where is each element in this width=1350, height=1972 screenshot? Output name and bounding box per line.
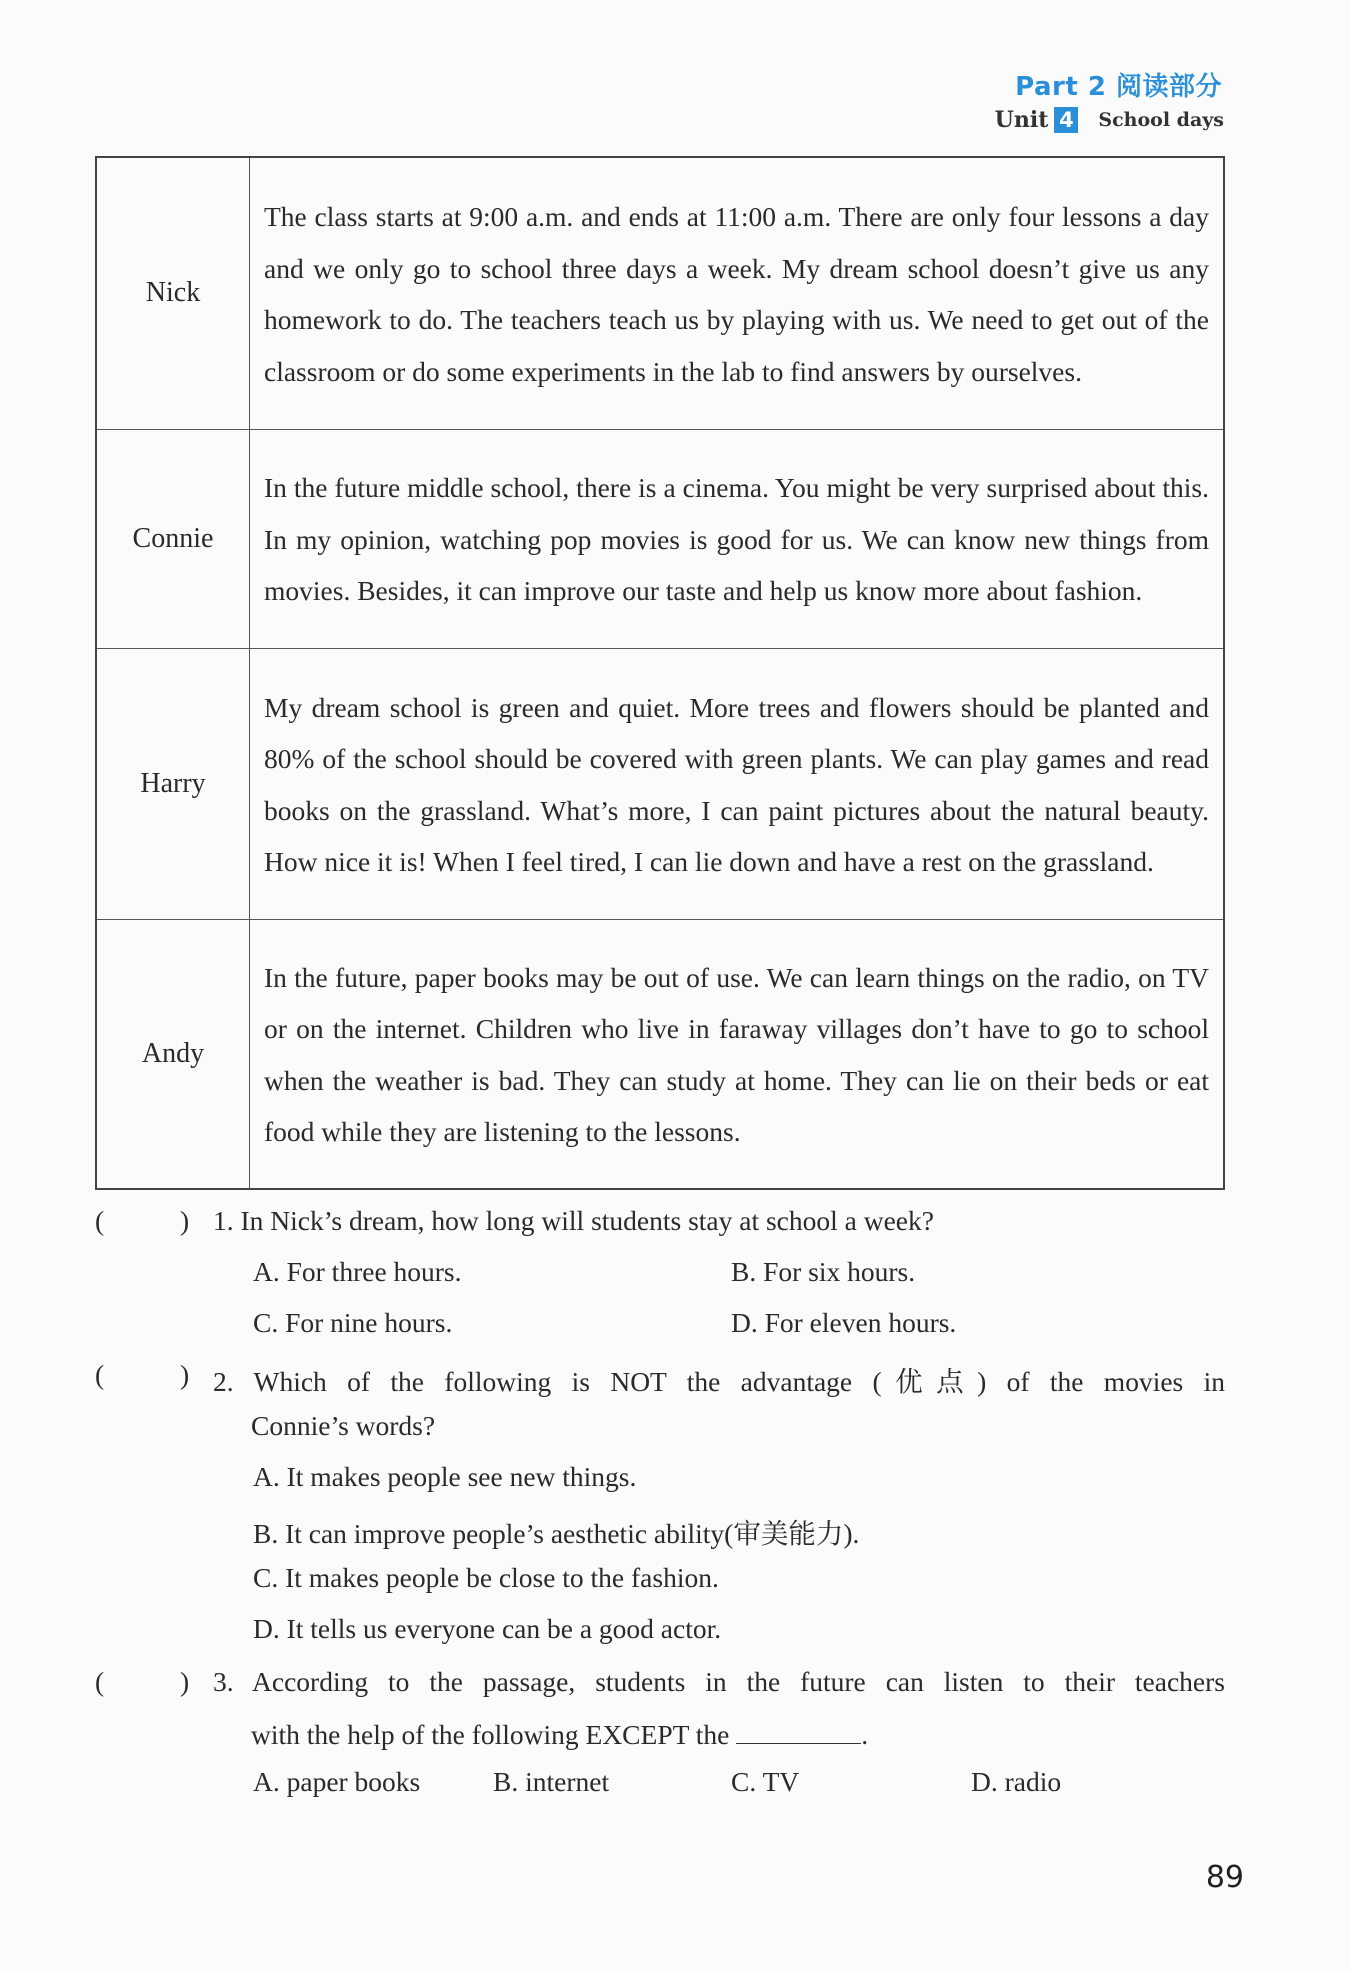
answer-blank[interactable]	[736, 1717, 861, 1744]
option-a[interactable]: A. For three hours.	[253, 1256, 462, 1287]
question-stem-line-2: Connie’s words?	[251, 1410, 436, 1441]
header-unit-row	[995, 107, 1224, 133]
row-name: Andy	[96, 919, 250, 1189]
row-name: Harry	[96, 648, 250, 919]
reading-table	[95, 156, 1225, 1190]
row-text: My dream school is green and quiet. More trees and flowers should be planted and 80% of the school should be covered with green plants. We can play games and read books on the grassland. What’s more, I can paint pictures about the natural beauty. How nice it is! When I feel tired, I can lie down and have a rest on the grassland.	[250, 648, 1225, 919]
answer-paren-close: )	[180, 1666, 190, 1697]
option-b[interactable]: B. It can improve people’s aesthetic ability(审美能力).	[253, 1518, 860, 1549]
row-text: In the future middle school, there is a cinema. You might be very surprised about this. In my opinion, watching pop movies is good for us. We can know new things from movies. Besides, it can improve our taste and help us know more about fashion.	[250, 429, 1225, 648]
table-row	[96, 648, 1224, 919]
answer-paren-close: )	[180, 1359, 190, 1390]
option-d[interactable]: D. It tells us everyone can be a good actor.	[253, 1613, 722, 1644]
answer-paren-open[interactable]: (	[95, 1205, 105, 1236]
option-a[interactable]: A. paper books	[253, 1766, 421, 1797]
option-d[interactable]: D. radio	[971, 1766, 1062, 1797]
table-row	[96, 919, 1224, 1189]
question-stem: 1. In Nick’s dream, how long will students stay at school a week?	[213, 1205, 934, 1236]
table-row	[96, 429, 1224, 648]
option-a[interactable]: A. It makes people see new things.	[253, 1461, 637, 1492]
option-c[interactable]: C. For nine hours.	[253, 1307, 453, 1338]
page-number: 89	[1205, 1860, 1244, 1895]
option-b[interactable]: B. For six hours.	[731, 1256, 916, 1287]
row-name: Connie	[96, 429, 250, 648]
answer-paren-open[interactable]: (	[95, 1359, 105, 1390]
question-stem-line-2-wrap	[251, 1717, 868, 1751]
row-name: Nick	[96, 157, 250, 429]
header-part-title: Part 2 阅读部分	[1015, 72, 1222, 102]
header-unit-label: Unit	[994, 107, 1049, 133]
option-d[interactable]: D. For eleven hours.	[731, 1307, 957, 1338]
question-stem-line-1: 3. According to the passage, students in the future can listen to their teachers	[213, 1666, 1225, 1697]
stem-period: .	[861, 1719, 869, 1750]
row-text: In the future, paper books may be out of use. We can learn things on the radio, on TV or on the internet. Children who live in faraway villages don’t have to go to school when the weather is bad. They can study at home. They can lie on their beds or eat food while they are listening to the lessons.	[250, 919, 1225, 1189]
header-unit-number-badge: 4	[1054, 107, 1078, 133]
option-b[interactable]: B. internet	[493, 1766, 610, 1797]
header-unit-title: School days	[1098, 109, 1224, 131]
option-c[interactable]: C. It makes people be close to the fashion.	[253, 1562, 719, 1593]
question-stem-line-1: 2. Which of the following is NOT the advantage (优点) of the movies in	[213, 1366, 1225, 1397]
answer-paren-open[interactable]: (	[95, 1666, 105, 1697]
option-c[interactable]: C. TV	[731, 1766, 800, 1797]
table-row	[96, 157, 1224, 429]
row-text: The class starts at 9:00 a.m. and ends at 11:00 a.m. There are only four lessons a day and we only go to school three days a week. My dream school doesn’t give us any homework to do. The teachers teach us by playing with us. We need to get out of the classroom or do some experiments in the lab to find answers by ourselves.	[250, 157, 1225, 429]
question-stem-line-2: with the help of the following EXCEPT the	[251, 1719, 730, 1750]
answer-paren-close: )	[180, 1205, 190, 1236]
